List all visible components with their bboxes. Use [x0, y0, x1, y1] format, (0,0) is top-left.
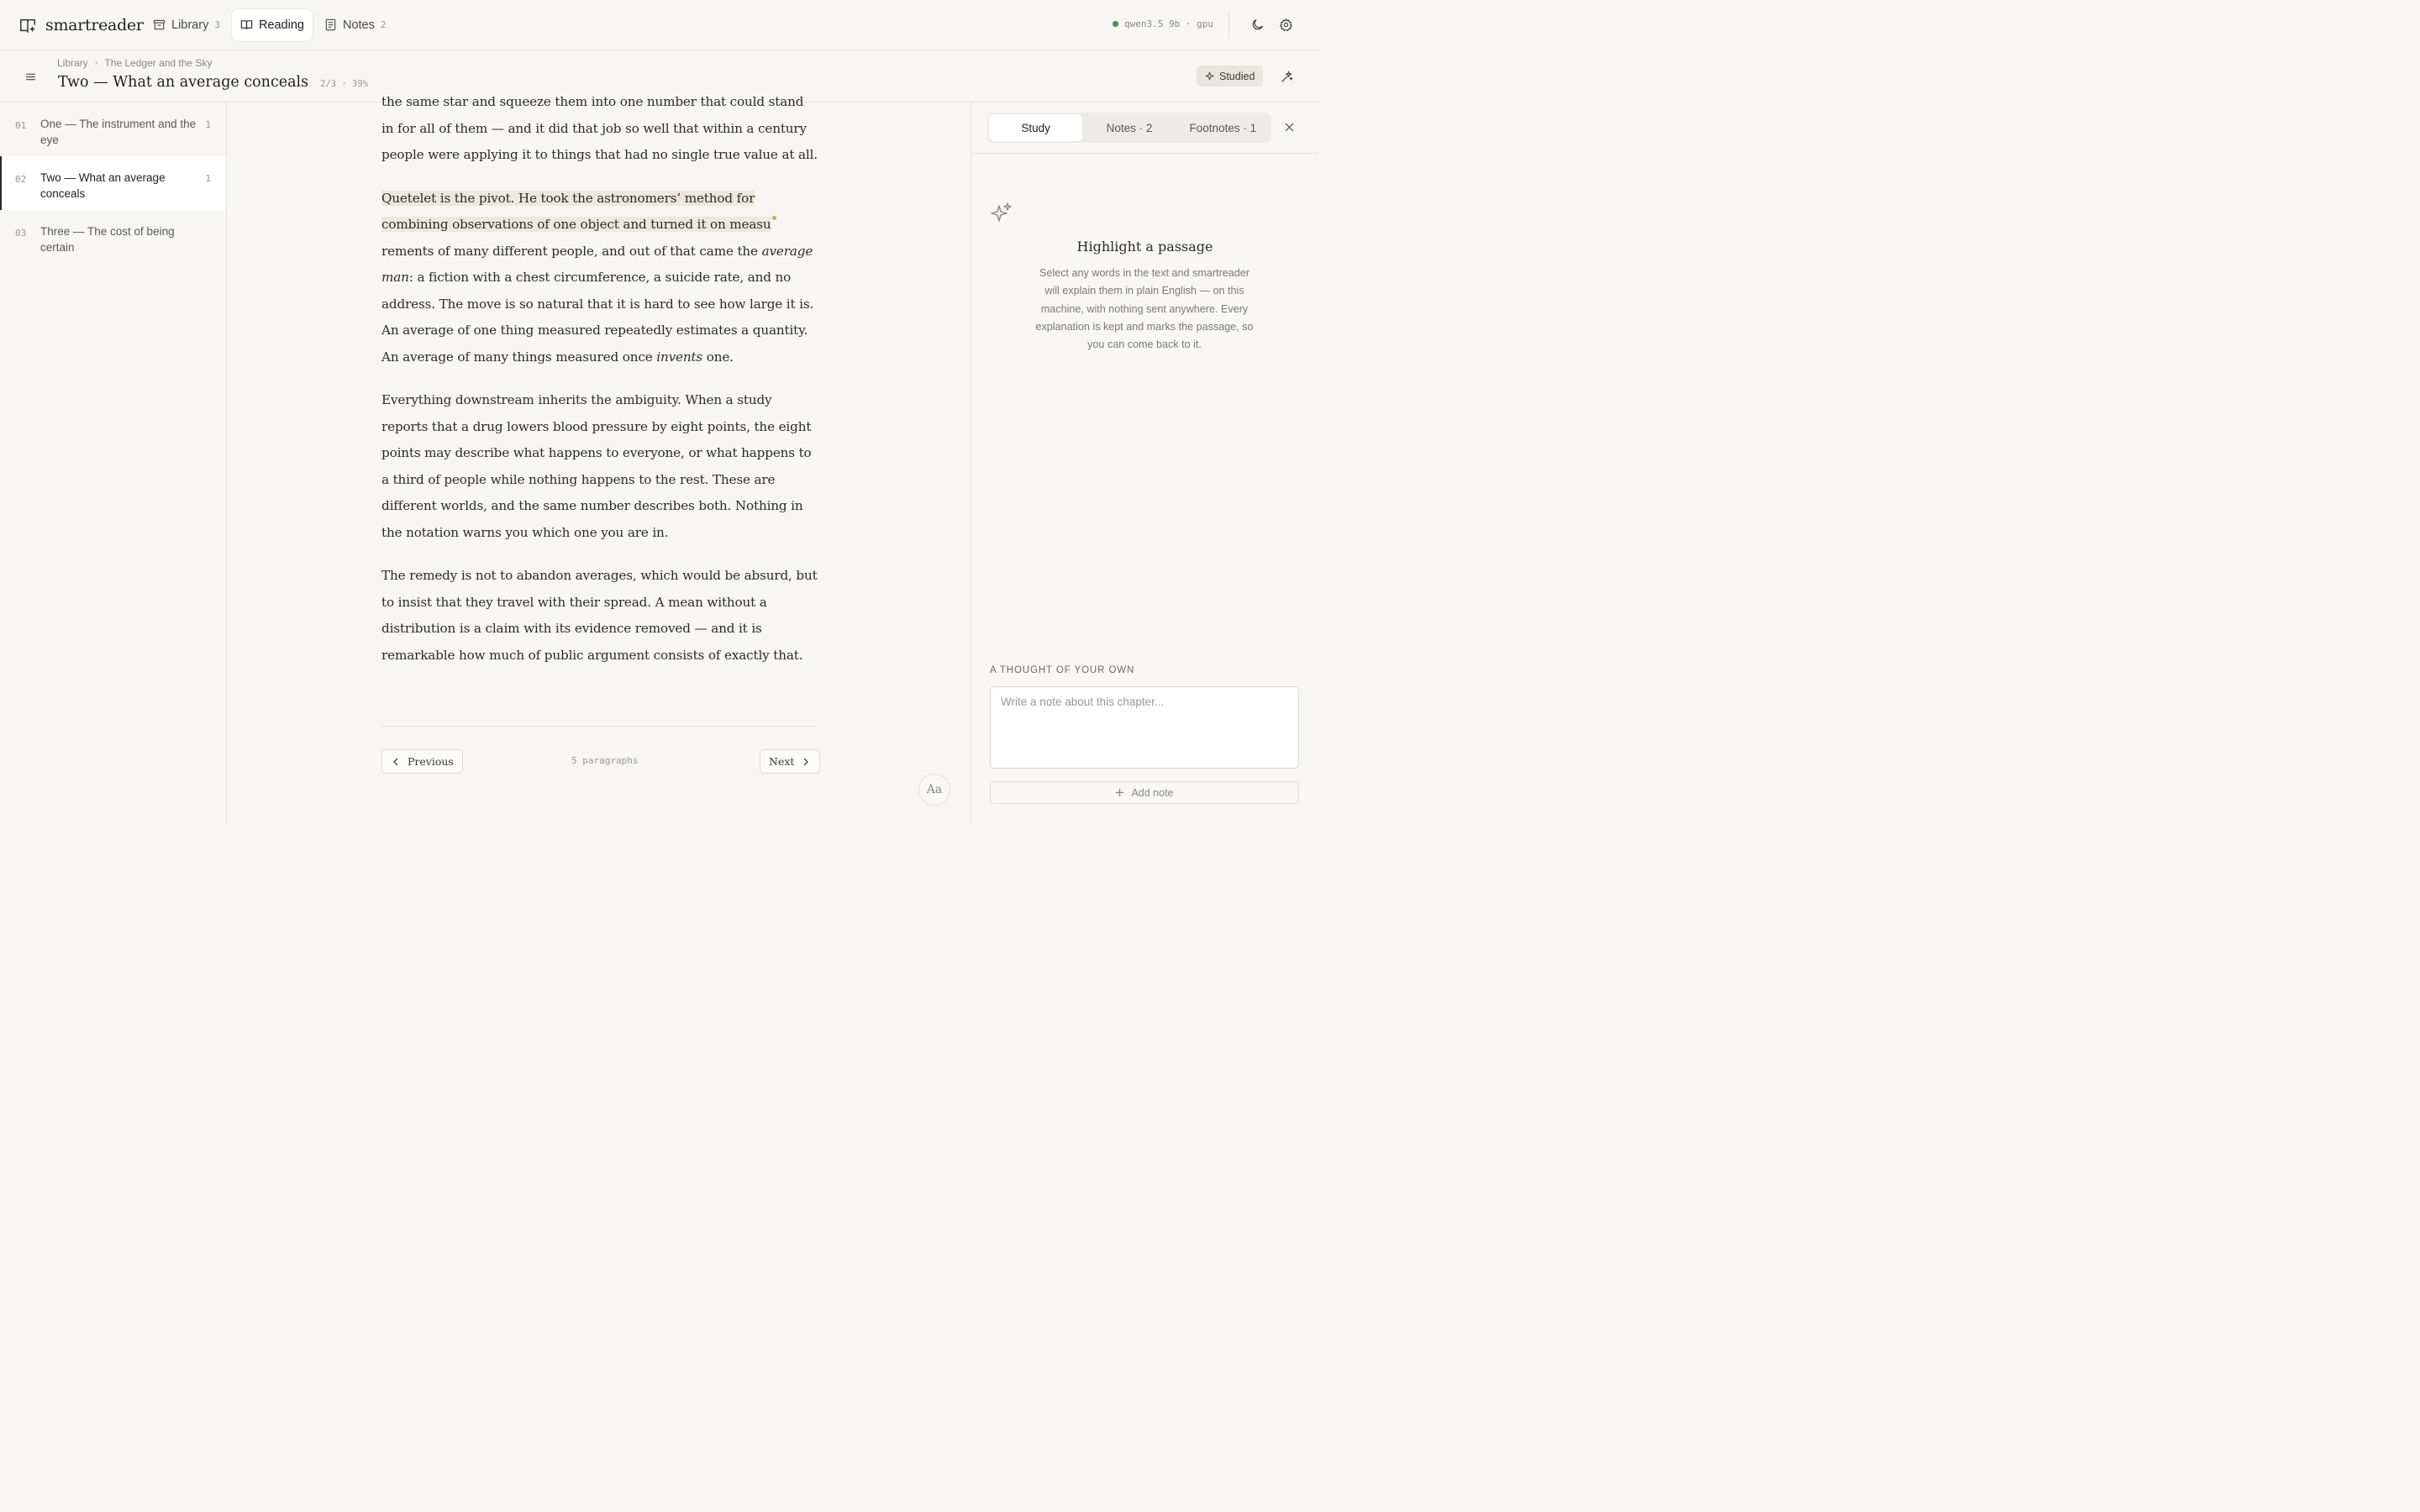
- paragraph[interactable]: The remedy is not to abandon averages, which would be absurd, but to insist that they travel with their spread. A mean without a distribution is a claim with its evidence removed — and it is remarkable how much of public argument consists of exactly that.: [381, 568, 818, 663]
- notes-icon: [324, 18, 337, 31]
- panel-tabs: [987, 113, 1271, 143]
- studied-badge[interactable]: [1197, 66, 1263, 87]
- tab-notes[interactable]: Notes · 2: [1106, 121, 1153, 134]
- nav-tab-notes[interactable]: [316, 9, 395, 41]
- previous-label: Previous: [408, 755, 454, 768]
- plus-icon: [1115, 788, 1124, 797]
- chevron-right-icon: ›: [94, 58, 98, 68]
- add-note-label: Add note: [1131, 786, 1174, 799]
- notes-count: 2: [380, 19, 387, 30]
- sparkle-icon: [1205, 71, 1214, 81]
- emphasis: average man: [381, 243, 813, 285]
- chapter-number: 03: [15, 228, 27, 239]
- next-button[interactable]: [760, 749, 820, 774]
- pager: [381, 726, 816, 768]
- close-icon: [1282, 120, 1297, 134]
- nav-tab-reading-label: Reading: [258, 18, 304, 32]
- chapter-item-title: Three — The cost of being certain: [40, 225, 175, 254]
- top-bar: [0, 0, 1318, 50]
- settings-button[interactable]: [1274, 13, 1297, 36]
- chapter-item-title: Two — What an average conceals: [40, 171, 166, 200]
- chapter-number: 02: [15, 174, 27, 185]
- tab-footnotes[interactable]: Footnotes · 1: [1189, 121, 1257, 134]
- nav-tab-library-label: Library: [171, 18, 209, 32]
- magic-wand-icon: [1280, 70, 1294, 84]
- top-divider: [1228, 12, 1229, 39]
- archive-icon: [153, 18, 166, 31]
- nav-tabs: [145, 9, 394, 41]
- chapter-note-count: 1: [205, 173, 211, 184]
- studied-label: Studied: [1219, 70, 1255, 82]
- annotation-marker[interactable]: [772, 216, 776, 220]
- nav-tab-library[interactable]: [145, 9, 229, 41]
- study-panel: [971, 102, 1318, 823]
- empty-state-title: Highlight a passage: [1076, 239, 1213, 255]
- chapter-sidebar: [0, 102, 227, 823]
- library-count: 3: [214, 19, 220, 30]
- thought-label: A THOUGHT OF YOUR OWN: [990, 665, 1135, 675]
- chapter-item-title: One — The instrument and the eye: [40, 118, 197, 146]
- breadcrumb-book[interactable]: The Ledger and the Sky: [104, 57, 213, 69]
- previous-button[interactable]: [381, 749, 463, 774]
- paragraph[interactable]: the same star and squeeze them into one number that could stand in for all of them — and it did that job so well that within a century people were applying it to things that had no single true value at all.: [381, 94, 818, 162]
- chapter-item-01[interactable]: [0, 102, 226, 156]
- paragraph[interactable]: [381, 186, 818, 371]
- menu-button[interactable]: [18, 65, 42, 88]
- chapter-note-count: 1: [205, 119, 211, 130]
- sparkle-icon: [990, 202, 1013, 225]
- chapter-text[interactable]: [381, 89, 818, 685]
- panel-divider: [971, 153, 1318, 154]
- model-status: [1113, 18, 1213, 29]
- reading-pane[interactable]: [228, 94, 970, 823]
- explain-button[interactable]: [1275, 65, 1298, 88]
- tab-study[interactable]: Study: [989, 114, 1082, 141]
- note-input[interactable]: [990, 686, 1299, 769]
- page-title: [58, 74, 368, 91]
- next-label: Next: [769, 755, 795, 768]
- empty-state-body: Select any words in the text and smartreader will explain them in plain English — on this machine, with nothing sent anywhere. Every explanation is kept and marks the passage, so you can come back to it.: [1035, 267, 1254, 351]
- emphasis: invents: [656, 349, 703, 365]
- close-panel-button[interactable]: [1277, 115, 1301, 139]
- open-book-icon: [240, 18, 253, 31]
- theme-toggle-button[interactable]: [1245, 13, 1269, 36]
- chevron-right-icon: [801, 757, 811, 767]
- paragraph-text: rements of many different people, and out of that came the: [381, 243, 762, 259]
- hamburger-icon: [24, 70, 38, 84]
- chapter-title: Two — What an average conceals: [58, 74, 309, 91]
- moon-icon: [1250, 18, 1265, 32]
- chapter-item-02[interactable]: [0, 156, 226, 210]
- gear-icon: [1279, 18, 1293, 32]
- app-root: [0, 0, 1318, 823]
- breadcrumb-library[interactable]: Library: [57, 57, 88, 69]
- add-note-button[interactable]: [990, 781, 1299, 804]
- chapter-number: 01: [15, 120, 27, 131]
- breadcrumb: [57, 57, 212, 69]
- nav-tab-notes-label: Notes: [342, 18, 375, 32]
- status-dot: [1113, 21, 1118, 27]
- book-logo-icon: [18, 16, 37, 34]
- model-label: qwen3.5 9b · gpu: [1124, 18, 1213, 29]
- nav-tab-reading[interactable]: [232, 9, 313, 41]
- font-settings-button[interactable]: Aa: [918, 774, 950, 806]
- chapter-item-03[interactable]: [0, 210, 226, 264]
- brand[interactable]: [18, 16, 145, 34]
- chevron-left-icon: [391, 757, 401, 767]
- highlighted-passage[interactable]: Quetelet is the pivot. He took the astronomers’ method for combining observations of one object and turned it on measu: [381, 190, 771, 232]
- app-name: smartreader: [45, 15, 144, 34]
- paragraph[interactable]: Everything downstream inherits the ambiguity. When a study reports that a drug lowers blood pressure by eight points, the eight points may describe what happens to everyone, or what happens to a third of people while nothing happens to the rest. These are different worlds, and the same number describes both. Nothing in the notation warns you which one you are in.: [381, 392, 812, 540]
- chapter-progress: 2/3 · 39%: [320, 79, 369, 89]
- paragraph-text: one.: [702, 349, 734, 365]
- paragraph-count: 5 paragraphs: [571, 755, 639, 766]
- paragraph-text: : a fiction with a chest circumference, a suicide rate, and no address. The move is so natural that it is hard to see how large it is. An average of one thing measured repeatedly estimates a quantity. An average of many things measured once: [381, 270, 814, 365]
